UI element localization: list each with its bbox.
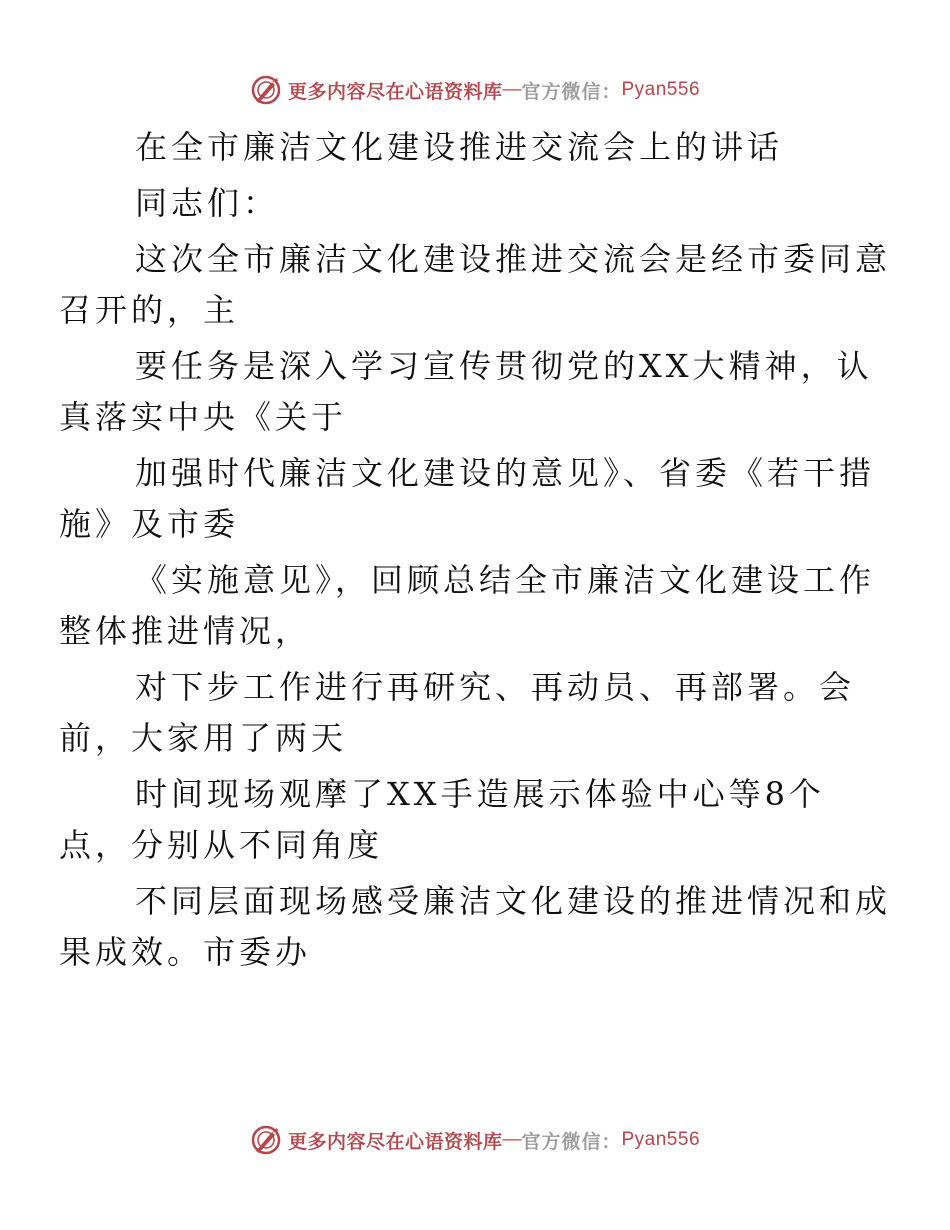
watermark-separator: — [502, 1129, 522, 1150]
paragraph-line: 不同层面现场感受廉洁文化建设的推进情况和成 [135, 882, 892, 920]
watermark-site-text: 更多内容尽在心语资料库 [287, 81, 503, 103]
footer-watermark [0, 1120, 950, 1160]
paragraph [59, 448, 876, 550]
quill-seal-icon [250, 1124, 282, 1156]
watermark-wechat-id: Pyan556 [621, 79, 701, 100]
paragraph-line: 时间现场观摩了XX手造展示体验中心等8个 [135, 775, 825, 813]
salutation: 同志们： [135, 184, 280, 222]
paragraph-line-continued: 前，大家用了两天 [59, 719, 348, 757]
paragraph-line: 对下步工作进行再研究、再动员、再部署。会 [135, 668, 856, 706]
watermark-label: 官方微信： [521, 81, 622, 103]
paragraph-line: 这次全市廉洁文化建设推进交流会是经市委同意 [135, 240, 892, 278]
paragraph-line: 加强时代廉洁文化建设的意见》、省委《若干措 [135, 454, 876, 492]
paragraph-line: 《实施意见》，回顾总结全市廉洁文化建设工作 [135, 561, 876, 599]
paragraph-line-continued: 点，分别从不同角度 [59, 826, 384, 864]
watermark-wechat-id: Pyan556 [621, 1129, 701, 1150]
paragraph [59, 769, 857, 871]
paragraph [59, 341, 873, 443]
paragraph [59, 662, 857, 764]
paragraph [59, 234, 892, 336]
quill-seal-icon [250, 74, 282, 106]
watermark-label: 官方微信： [521, 1131, 622, 1153]
header-watermark [0, 70, 950, 110]
document-body [59, 122, 892, 983]
paragraph [59, 555, 876, 657]
paragraph-line-continued: 真落实中央《关于 [59, 398, 348, 436]
paragraph-line-continued: 果成效。市委办 [59, 933, 312, 971]
paragraph-line-continued: 施》及市委 [59, 505, 240, 543]
document-title: 在全市廉洁文化建设推进交流会上的讲话 [135, 128, 784, 166]
paragraph-line-continued: 整体推进情况， [59, 612, 312, 650]
paragraph-line: 要任务是深入学习宣传贯彻党的XX大精神，认 [135, 347, 873, 385]
watermark-separator: — [502, 79, 522, 100]
watermark-site-text: 更多内容尽在心语资料库 [287, 1131, 503, 1153]
paragraph [59, 876, 892, 978]
paragraph-line-continued: 召开的，主 [59, 291, 240, 329]
